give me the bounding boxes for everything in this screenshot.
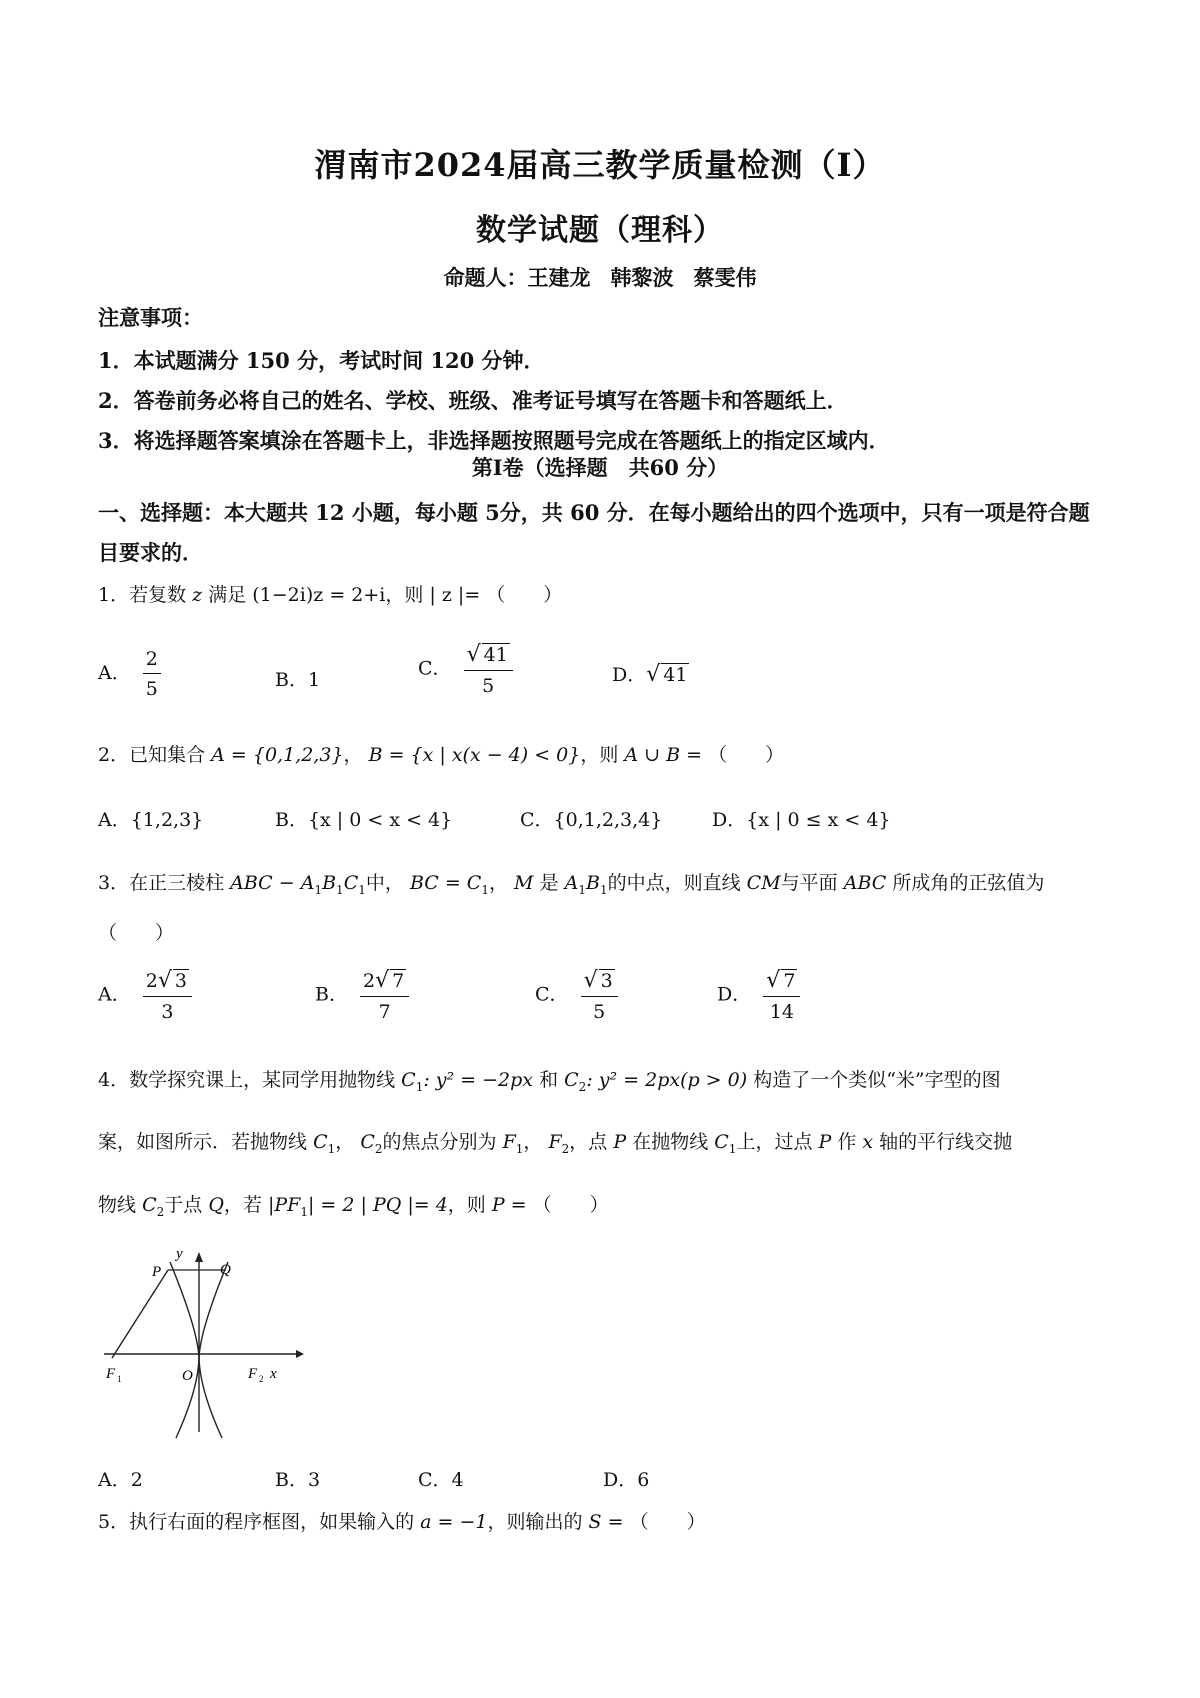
notice-item-3: 3．将选择题答案填涂在答题卡上，非选择题按照题号完成在答题纸上的指定区域内． bbox=[98, 428, 890, 453]
q2-option-c: C．{0,1,2,3,4} bbox=[520, 809, 663, 831]
exam-subtitle: 数学试题（理科） bbox=[476, 213, 724, 248]
parabola-c1 bbox=[170, 1262, 199, 1438]
segment-f1-p bbox=[112, 1270, 168, 1358]
q4-option-a: A．2 bbox=[98, 1469, 143, 1491]
question-4-line-3: 物线 $C_2$于点 Q，若 $|PF_1| = 2$ | PQ |= 4，则 P = （ ） bbox=[98, 1194, 609, 1219]
label-f2: F bbox=[248, 1366, 258, 1382]
parabola-figure bbox=[98, 1240, 318, 1440]
question-3-blank: （ ） bbox=[98, 922, 175, 944]
author-2: 韩黎波 bbox=[610, 265, 674, 290]
x-axis-arrow bbox=[296, 1350, 304, 1358]
q2-option-b: B．{x | 0 < x < 4} bbox=[275, 809, 453, 831]
exam-title: 渭南市2024届高三教学质量检测（Ⅰ） bbox=[314, 146, 886, 184]
section-title: 第Ⅰ卷（选择题 共60 分） bbox=[471, 455, 729, 480]
question-4-line-1: 4．数学探究课上，某同学用抛物线 $C_1$: y² = −2px 和 $C_2$: y² = 2px(p > 0) 构造了一个类似“米”字型的图 bbox=[98, 1069, 1001, 1094]
question-3: 3．在正三棱柱 ABC − $A_1B_1C_1$中， BC = $C_1$， M 是 $A_1B_1$的中点，则直线 CM与平面 ABC 所成角的正弦值为 bbox=[98, 872, 1045, 897]
fraction: $\frac{2}{5}$ bbox=[143, 648, 161, 700]
q1-option-a: A． $\frac{2}{5}$ bbox=[98, 648, 161, 700]
q1-option-b: B．1 bbox=[275, 669, 321, 691]
q3-option-b: B． $\frac{2√ 7}{7}$ bbox=[315, 968, 409, 1023]
q4-option-b: B．3 bbox=[275, 1469, 321, 1491]
label-x: x bbox=[270, 1366, 277, 1382]
author-1: 命题人：王建龙 bbox=[443, 265, 591, 290]
label-p: P bbox=[152, 1264, 162, 1280]
author-3: 蔡雯伟 bbox=[693, 265, 757, 290]
fraction: $\frac{√ 41}{5}$ bbox=[464, 642, 513, 697]
question-5: 5．执行右面的程序框图，如果输入的 a = −1，则输出的 S = （ ） bbox=[98, 1511, 706, 1533]
notice-item-1: 1．本试题满分 150 分，考试时间 120 分钟． bbox=[98, 348, 545, 373]
label-f1: F bbox=[106, 1366, 116, 1382]
label-f1-sub: 1 bbox=[117, 1374, 122, 1384]
q1-option-c: C． $\frac{√ 41}{5}$ bbox=[418, 642, 513, 697]
exam-authors bbox=[0, 262, 1200, 292]
q4-option-c: C．4 bbox=[418, 1469, 464, 1491]
q3-option-c: C． $\frac{√ 3}{5}$ bbox=[535, 968, 618, 1023]
q2-option-d: D．{x | 0 ≤ x < 4} bbox=[712, 809, 891, 831]
label-y: y bbox=[176, 1246, 183, 1262]
label-q: Q bbox=[220, 1262, 231, 1278]
fraction: $\frac{√ 7}{14}$ bbox=[763, 968, 800, 1023]
question-1: 1．若复数 z 满足 (1−2i)z = 2+i，则 | z |= （ ） bbox=[98, 584, 563, 606]
label-f2-sub: 2 bbox=[259, 1374, 264, 1384]
fraction: $\frac{√ 3}{5}$ bbox=[581, 968, 618, 1023]
question-4-line-2: 案，如图所示．若抛物线 $C_1$， $C_2$的焦点分别为 $F_1$， $F_2$，点 P 在抛物线 $C_1$上，过点 P 作 x 轴的平行线交抛 bbox=[98, 1131, 1013, 1156]
q4-option-d: D．6 bbox=[603, 1469, 650, 1491]
y-axis-arrow bbox=[195, 1252, 203, 1262]
q2-option-a: A．{1,2,3} bbox=[98, 809, 204, 831]
label-o: O bbox=[182, 1368, 193, 1384]
fraction: $\frac{2√ 3}{3}$ bbox=[143, 968, 192, 1023]
q3-option-d: D． $\frac{√ 7}{14}$ bbox=[717, 968, 800, 1023]
question-2: 2．已知集合 A = {0,1,2,3}， B = {x | x(x − 4) < 0}，则 A ∪ B = （ ） bbox=[98, 744, 785, 766]
q3-option-a: A． $\frac{2√ 3}{3}$ bbox=[98, 968, 192, 1023]
notice-heading: 注意事项： bbox=[98, 305, 203, 330]
q1-option-d: D．√ 41 bbox=[612, 662, 688, 687]
part1-instructions: 一、选择题：本大题共 12 小题，每小题 5分，共 60 分．在每小题给出的四个选项中，只有一项是符合题目要求的． bbox=[98, 500, 1090, 565]
parabola-c2 bbox=[199, 1262, 228, 1438]
notice-item-2: 2．答卷前务必将自己的姓名、学校、班级、准考证号填写在答题卡和答题纸上． bbox=[98, 388, 848, 413]
fraction: $\frac{2√ 7}{7}$ bbox=[360, 968, 409, 1023]
